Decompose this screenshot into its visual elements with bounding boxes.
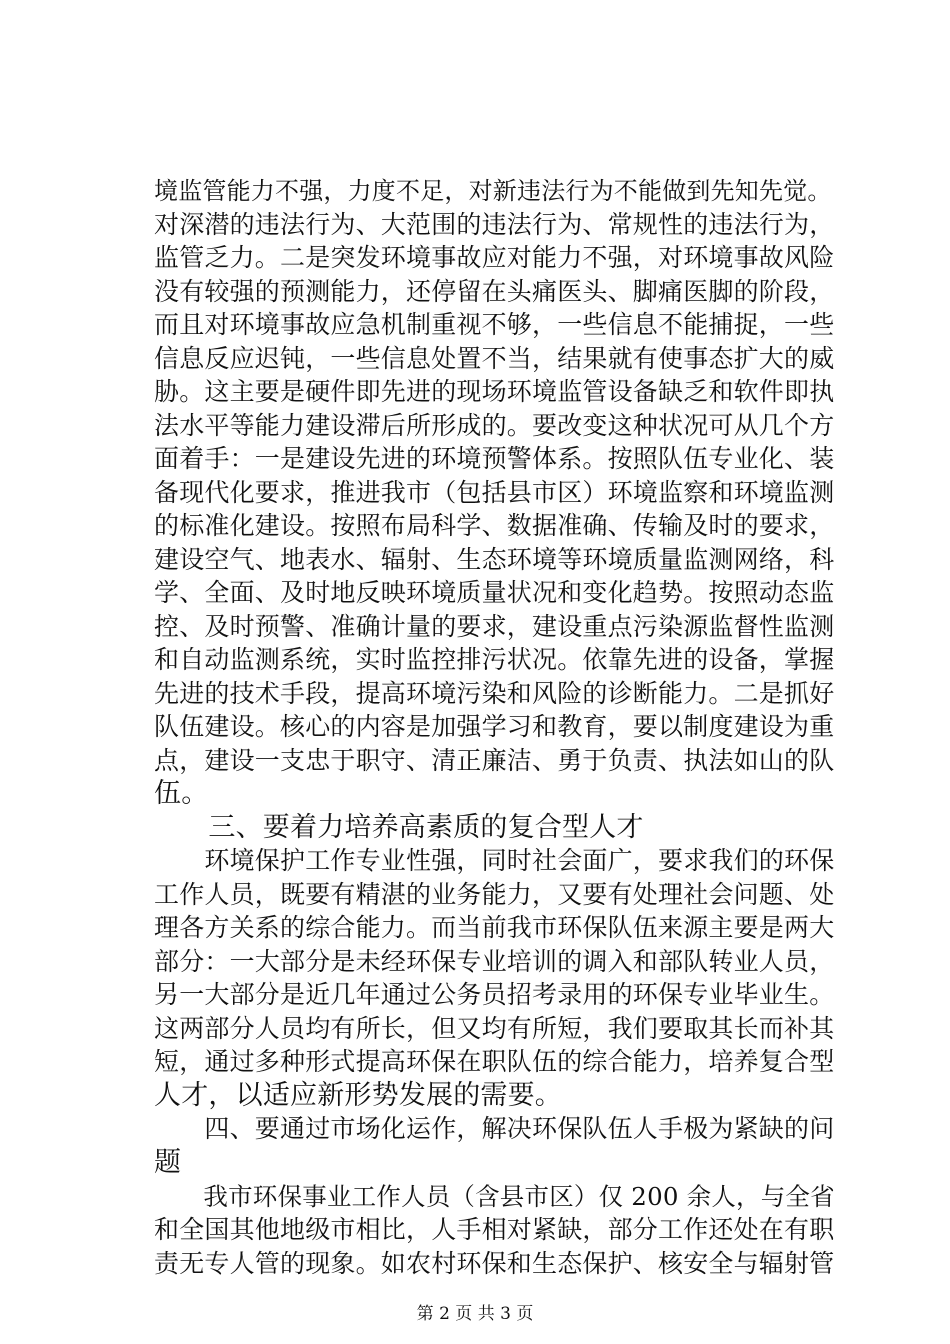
text-line: 学、全面、及时地反映环境质量状况和变化趋势。按照动态监 <box>154 578 835 607</box>
section-heading: 四、要通过市场化运作，解决环保队伍人手极为紧缺的问 <box>154 1114 835 1143</box>
text-line: 先进的技术手段，提高环境污染和风险的诊断能力。二是抓好 <box>154 679 835 708</box>
text-line: 面着手：一是建设先进的环境预警体系。按照队伍专业化、装 <box>154 444 835 473</box>
text-line: 没有较强的预测能力，还停留在头痛医头、脚痛医脚的阶段， <box>154 277 835 306</box>
text-line: 的标准化建设。按照布局科学、数据准确、传输及时的要求， <box>154 511 835 540</box>
text-line: 胁。这主要是硬件即先进的现场环境监管设备缺乏和软件即执 <box>154 377 835 406</box>
section-heading: 三、要着力培养高素质的复合型人才 <box>154 812 644 843</box>
text-line: 控、及时预警、准确计量的要求，建设重点污染源监督性监测 <box>154 612 835 641</box>
text-line: 另一大部分是近几年通过公务员招考录用的环保专业毕业生。 <box>154 980 835 1009</box>
text-line: 部分：一大部分是未经环保专业培训的调入和部队转业人员， <box>154 947 835 976</box>
text-line: 伍。 <box>154 778 209 809</box>
text-line: 境监管能力不强，力度不足，对新违法行为不能做到先知先觉。 <box>154 177 832 205</box>
text-line: 和全国其他地级市相比，人手相对紧缺，部分工作还处在有职 <box>154 1215 835 1244</box>
text-line: 信息反应迟钝，一些信息处置不当，结果就有使事态扩大的威 <box>154 344 835 373</box>
text-line: 对深潜的违法行为、大范围的违法行为、常规性的违法行为， <box>154 210 835 239</box>
text-line: 而且对环境事故应急机制重视不够，一些信息不能捕捉，一些 <box>154 310 835 339</box>
text-line: 我市环保事业工作人员（含县市区）仅 200 余人，与全省 <box>154 1182 835 1211</box>
text-line: 工作人员，既要有精湛的业务能力，又要有处理社会问题、处 <box>154 880 835 909</box>
text-line: 理各方关系的综合能力。而当前我市环保队伍来源主要是两大 <box>154 913 835 942</box>
text-line: 这两部分人员均有所长，但又均有所短，我们要取其长而补其 <box>154 1014 835 1043</box>
text-line: 点，建设一支忠于职守、清正廉洁、勇于负责、执法如山的队 <box>154 746 835 775</box>
text-line: 和自动监测系统，实时监控排污状况。依靠先进的设备，掌握 <box>154 645 835 674</box>
text-line: 监管乏力。二是突发环境事故应对能力不强，对环境事故风险 <box>154 243 835 272</box>
text-line: 责无专人管的现象。如农村环保和生态保护、核安全与辐射管 <box>154 1249 835 1278</box>
text-line: 备现代化要求，推进我市（包括县市区）环境监察和环境监测 <box>154 478 835 507</box>
text-line: 法水平等能力建设滞后所形成的。要改变这种状况可从几个方 <box>154 411 835 440</box>
text-line: 环境保护工作专业性强，同时社会面广，要求我们的环保 <box>154 846 835 875</box>
text-line: 队伍建设。核心的内容是加强学习和教育，要以制度建设为重 <box>154 712 835 741</box>
text-line: 短，通过多种形式提高环保在职队伍的综合能力，培养复合型 <box>154 1047 835 1076</box>
page-number-footer: 第 2 页 共 3 页 <box>416 1304 534 1324</box>
text-line: 人才，以适应新形势发展的需要。 <box>154 1080 562 1111</box>
text-line: 建设空气、地表水、辐射、生态环境等环境质量监测网络，科 <box>154 545 835 574</box>
section-heading: 题 <box>154 1147 182 1178</box>
